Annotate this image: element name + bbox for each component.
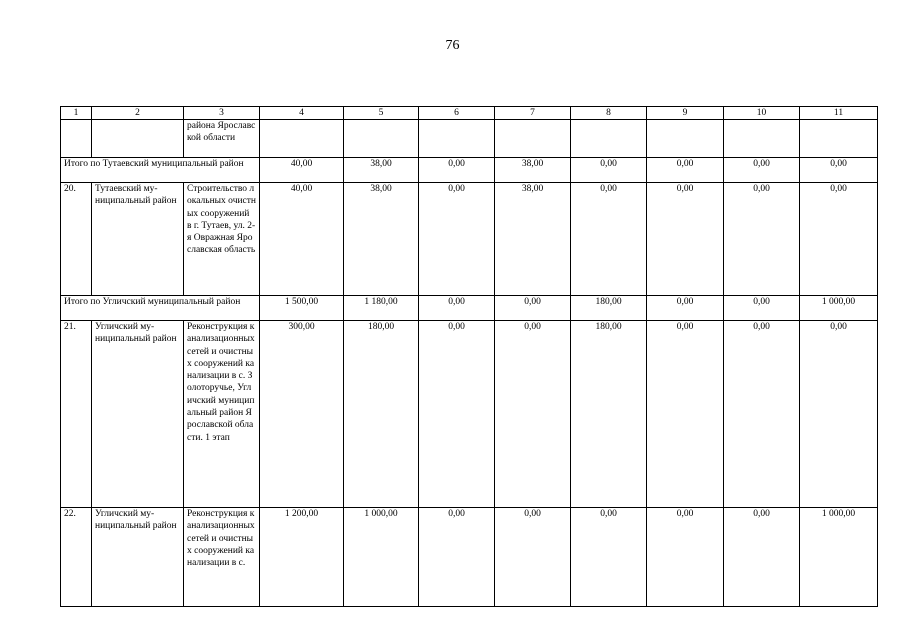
value-cell: 0,00 [724, 183, 800, 296]
value-cell: 0,00 [724, 158, 800, 183]
value-cell: 38,00 [495, 158, 571, 183]
value-cell: 0,00 [571, 508, 647, 607]
value-cell [419, 120, 495, 158]
column-header: 11 [800, 107, 878, 120]
value-cell: 0,00 [419, 321, 495, 508]
value-cell: 0,00 [571, 158, 647, 183]
value-cell: 38,00 [495, 183, 571, 296]
row-number-cell: 22. [61, 508, 92, 607]
value-cell: 1 180,00 [344, 296, 419, 321]
value-cell: 0,00 [647, 296, 724, 321]
value-cell: 0,00 [495, 296, 571, 321]
value-cell: 0,00 [800, 158, 878, 183]
value-cell: 0,00 [495, 508, 571, 607]
table-row [61, 508, 878, 607]
value-cell: 0,00 [724, 508, 800, 607]
value-cell: 1 500,00 [260, 296, 344, 321]
value-cell: 40,00 [260, 158, 344, 183]
data-table [60, 106, 878, 607]
value-cell: 180,00 [344, 321, 419, 508]
value-cell [571, 120, 647, 158]
value-cell: 0,00 [724, 321, 800, 508]
value-cell: 0,00 [419, 508, 495, 607]
row-number-cell: 21. [61, 321, 92, 508]
value-cell: 0,00 [419, 183, 495, 296]
value-cell [344, 120, 419, 158]
value-cell: 300,00 [260, 321, 344, 508]
district-cell: Угличский му-ниципальный район [92, 321, 184, 508]
value-cell: 0,00 [800, 321, 878, 508]
value-cell: 180,00 [571, 321, 647, 508]
total-row [61, 158, 878, 183]
table-row [61, 120, 878, 158]
district-cell: Угличский му-ниципальный район [92, 508, 184, 607]
row-number-cell [61, 120, 92, 158]
total-label: Итого по Угличский муниципальный район [61, 296, 260, 321]
value-cell [260, 120, 344, 158]
value-cell: 0,00 [647, 321, 724, 508]
value-cell: 0,00 [800, 183, 878, 296]
value-cell: 180,00 [571, 296, 647, 321]
value-cell: 1 000,00 [800, 508, 878, 607]
column-header: 1 [61, 107, 92, 120]
value-cell: 0,00 [647, 158, 724, 183]
project-cell: Реконструкция канализационных сетей и очистных сооружений канализации в с. [184, 508, 260, 607]
column-header: 5 [344, 107, 419, 120]
value-cell [724, 120, 800, 158]
value-cell: 0,00 [724, 296, 800, 321]
value-cell: 40,00 [260, 183, 344, 296]
value-cell: 0,00 [495, 321, 571, 508]
value-cell: 1 200,00 [260, 508, 344, 607]
column-header: 2 [92, 107, 184, 120]
row-number-cell: 20. [61, 183, 92, 296]
page-number: 76 [445, 38, 460, 53]
value-cell: 0,00 [647, 183, 724, 296]
value-cell [647, 120, 724, 158]
table-row [61, 183, 878, 296]
total-row [61, 296, 878, 321]
value-cell: 0,00 [419, 158, 495, 183]
value-cell: 38,00 [344, 183, 419, 296]
value-cell: 1 000,00 [344, 508, 419, 607]
value-cell: 0,00 [571, 183, 647, 296]
project-cell: Реконструкция канализационных сетей и очистных сооружений канализации в с. Золоторучье, Угличский муниципальный район Ярославской области. 1 этап [184, 321, 260, 508]
column-header: 3 [184, 107, 260, 120]
value-cell [495, 120, 571, 158]
district-cell: Тутаевский му-ниципальный район [92, 183, 184, 296]
column-header: 8 [571, 107, 647, 120]
column-header: 9 [647, 107, 724, 120]
table-row [61, 321, 878, 508]
column-header: 7 [495, 107, 571, 120]
district-cell [92, 120, 184, 158]
total-label: Итого по Тутаевский муниципальный район [61, 158, 260, 183]
value-cell: 0,00 [647, 508, 724, 607]
column-header: 4 [260, 107, 344, 120]
value-cell: 38,00 [344, 158, 419, 183]
value-cell: 1 000,00 [800, 296, 878, 321]
header-row [61, 107, 878, 120]
column-header: 10 [724, 107, 800, 120]
value-cell: 0,00 [419, 296, 495, 321]
project-cell: района Ярославской области [184, 120, 260, 158]
value-cell [800, 120, 878, 158]
column-header: 6 [419, 107, 495, 120]
project-cell: Строительство локальных очистных сооружений в г. Тутаев, ул. 2-я Овражная Ярославская область [184, 183, 260, 296]
